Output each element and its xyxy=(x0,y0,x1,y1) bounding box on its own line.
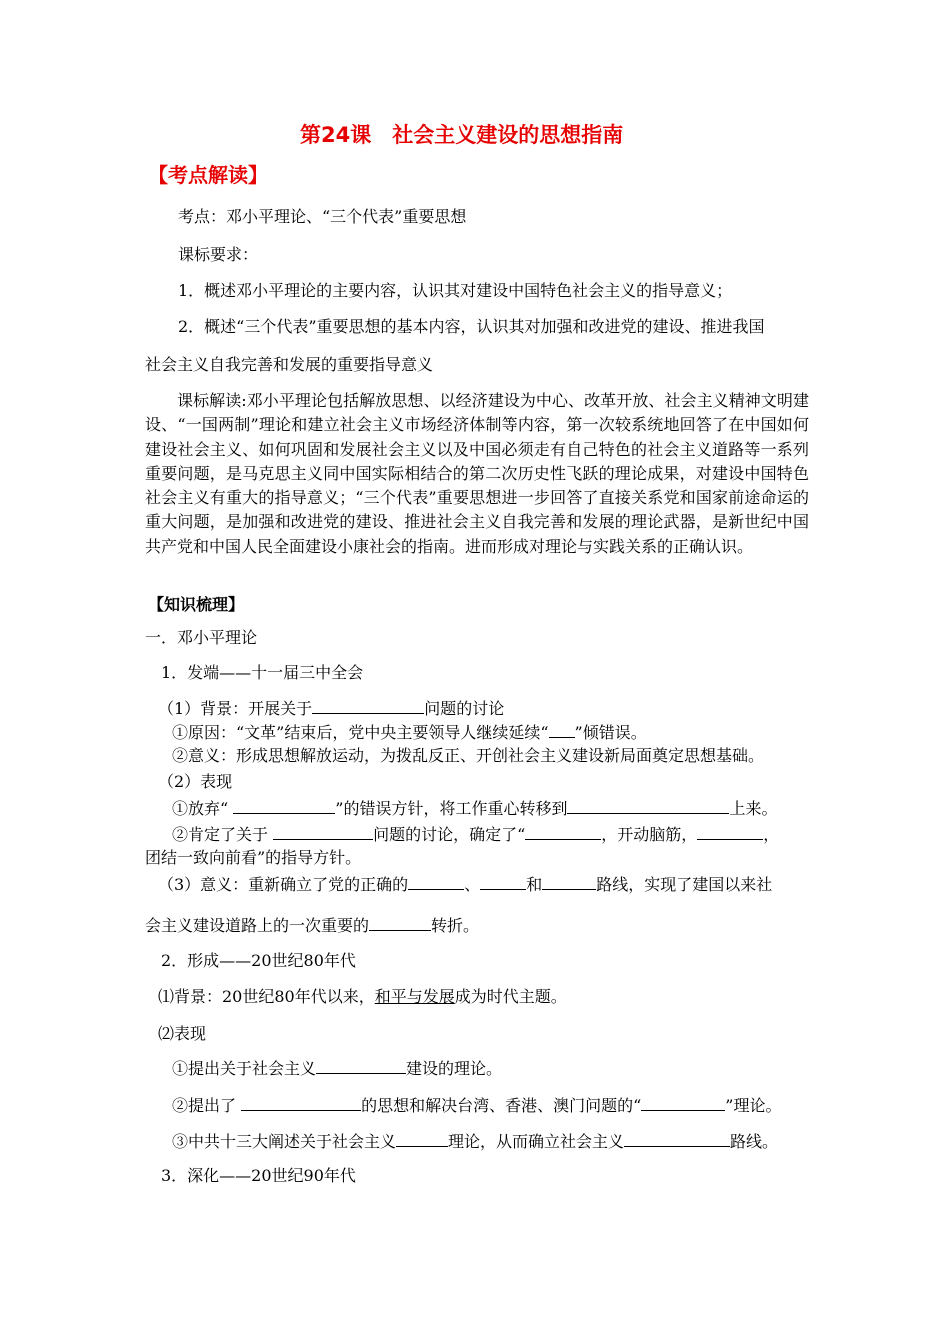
fill-blank[interactable] xyxy=(369,914,431,931)
fill-blank[interactable] xyxy=(273,823,373,840)
s2-show-heading: ⑵表现 xyxy=(158,1024,207,1043)
s1-background-line: （1）背景：开展关于 问题的讨论 xyxy=(158,699,505,718)
fill-blank[interactable] xyxy=(233,797,335,814)
lesson-title: 第24课 社会主义建设的思想指南 xyxy=(300,123,624,147)
fill-blank[interactable] xyxy=(316,1057,406,1074)
s1-meaning-line: ②意义：形成思想解放运动，为拨乱反正、开创社会主义建设新局面奠定思想基础。 xyxy=(172,746,765,765)
section-heading-kaodian: 【考点解读】 xyxy=(148,163,268,187)
fill-blank[interactable] xyxy=(241,1094,361,1111)
requirement-1: 1．概述邓小平理论的主要内容，认识其对建设中国特色社会主义的指导意义； xyxy=(178,281,733,300)
fill-blank[interactable] xyxy=(542,873,596,890)
fill-blank[interactable] xyxy=(549,721,575,738)
s1-show-item-2-cont: 团结一致向前看”的指导方针。 xyxy=(145,848,362,867)
s2-show-item-3: ③中共十三大阐述关于社会主义 理论，从而确立社会主义 路线。 xyxy=(172,1132,779,1151)
part-1-heading: 一．邓小平理论 xyxy=(145,628,258,647)
fill-blank[interactable] xyxy=(312,697,424,714)
s1-show-item-2: ②肯定了关于 问题的讨论，确定了“ ，开动脑筋， ， xyxy=(172,825,780,844)
fill-blank[interactable] xyxy=(480,873,526,890)
subsection-2-title: 2．形成——20世纪80年代 xyxy=(161,951,356,970)
requirement-2-line2: 社会主义自我完善和发展的重要指导意义 xyxy=(145,355,434,374)
s1-show-heading: （2）表现 xyxy=(158,772,233,791)
s1-significance-line1: （3）意义：重新确立了党的正确的 、 和 路线，实现了建国以来社 xyxy=(158,875,773,894)
kaodian-line: 考点：邓小平理论、“三个代表”重要思想 xyxy=(178,207,467,226)
s2-show-item-1: ①提出关于社会主义 建设的理论。 xyxy=(172,1059,503,1078)
s2-background-line: ⑴背景：20世纪80年代以来，和平与发展成为时代主题。 xyxy=(158,987,567,1006)
kebiao-interpretation: 课标解读:邓小平理论包括解放思想、以经济建设为中心、改革开放、社会主义精神文明建设、“一国两制”理论和建立社会主义市场经济体制等内容，第一次较系统地回答了在中国如何建设社会主义、如何巩固和发展社会主义以及中国必须走有自己特色的社会主义道路等一系列重要问题，是马克思主义同中国实际相结合的第二次历史性飞跃的理论成果，对建设中国特色社会主义有重大的指导意义；“三个代表”重要思想进一步回答了直接关系党和国家前途命运的重大问题，是加强和改进党的建设、推进社会主义自我完善和发展的理论武器，是新世纪中国共产党和中国人民全面建设小康社会的指南。进而形成对理论与实践关系的正确认识。 xyxy=(145,391,809,556)
requirement-2-line1: 2．概述“三个代表”重要思想的基本内容，认识其对加强和改进党的建设、推进我国 xyxy=(178,317,765,336)
subsection-3-title: 3．深化——20世纪90年代 xyxy=(161,1166,356,1185)
subsection-1-title: 1．发端——十一届三中全会 xyxy=(161,663,364,682)
s2-show-item-2: ②提出了 的思想和解决台湾、香港、澳门问题的“ ”理论。 xyxy=(172,1096,782,1115)
section-heading-zhishi: 【知识梳理】 xyxy=(148,595,245,614)
fill-blank[interactable] xyxy=(396,1130,448,1147)
s1-show-item-1: ①放弃“ ”的错误方针，将工作重心转移到 上来。 xyxy=(172,799,778,818)
fill-blank[interactable] xyxy=(567,797,729,814)
s1-reason-line: ①原因：“文革”结束后，党中央主要领导人继续延续“ ”倾错误。 xyxy=(172,723,647,742)
kebiao-label: 课标要求： xyxy=(178,245,259,264)
fill-blank[interactable] xyxy=(525,823,601,840)
s1-significance-line2: 会主义建设道路上的一次重要的 转折。 xyxy=(145,916,480,935)
fill-blank[interactable] xyxy=(697,823,763,840)
fill-blank[interactable] xyxy=(624,1130,730,1147)
fill-blank[interactable] xyxy=(408,873,464,890)
fill-blank[interactable] xyxy=(641,1094,725,1111)
